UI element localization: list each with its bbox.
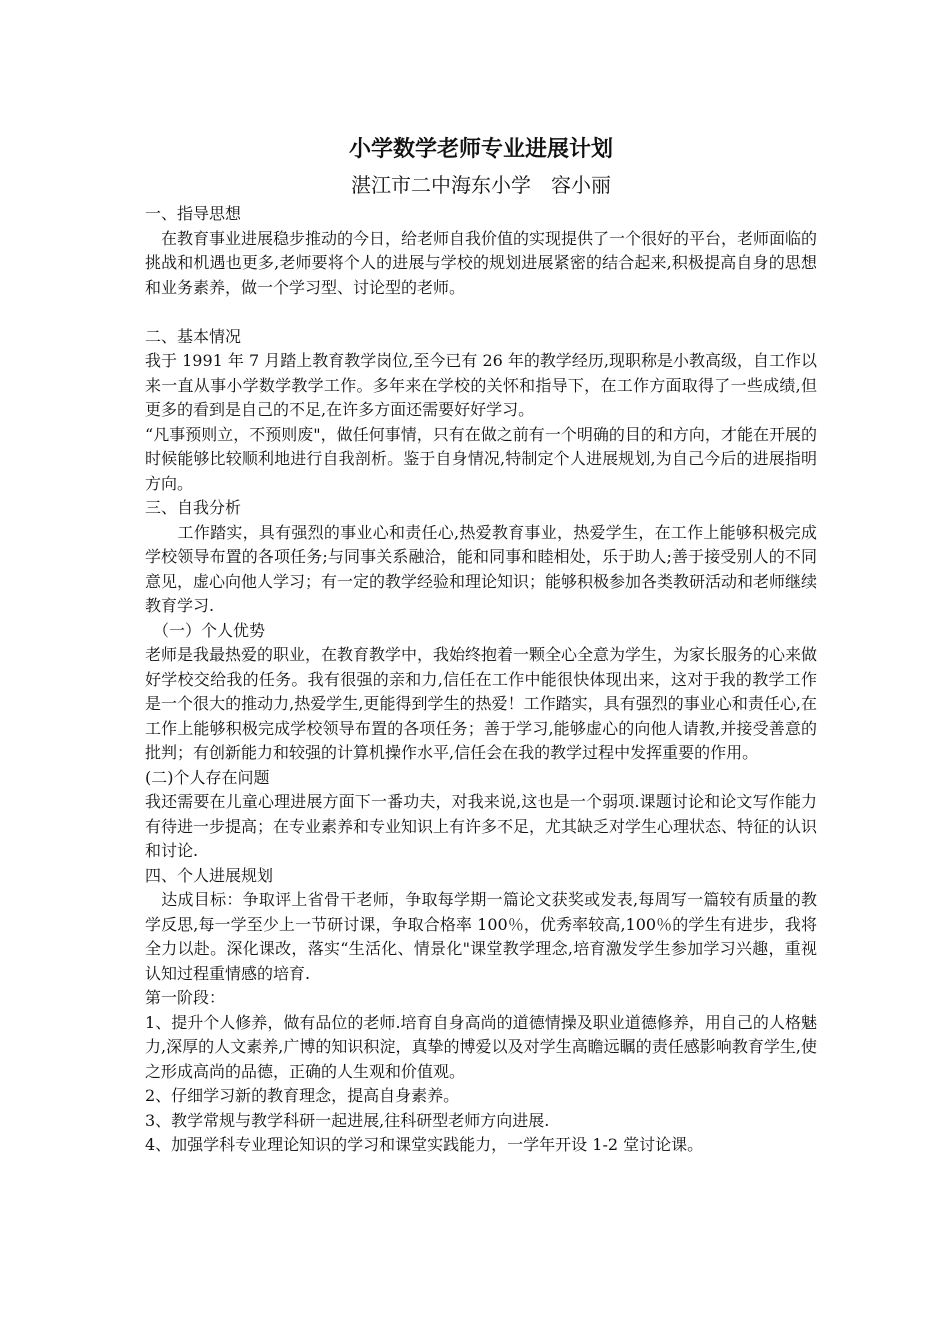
section-1-heading: 一、指导思想	[145, 204, 242, 223]
blank-line	[145, 300, 817, 325]
subsection-strengths-heading: （一）个人优势	[145, 620, 266, 640]
list-item: 3、教学常规与教学科研一起进展,往科研型老师方向进展.	[145, 1110, 550, 1130]
document-title: 小学数学老师专业进展计划	[348, 136, 613, 162]
section-2-heading: 二、基本情况	[145, 326, 242, 346]
subsection-problems-paragraph: 我还需要在儿童心理进展方面下一番功夫，对我来说,这也是一个弱项.课题讨论和论文写作能力有待进一步提高；在专业素养和专业知识上有许多不足，尤其缺乏对学生心理状态、特征的认识和讨论.	[145, 792, 818, 860]
document-subtitle: 湛江市二中海东小学 容小丽	[351, 173, 611, 197]
list-item: 1、提升个人修养，做有品位的老师.培育自身高尚的道德情操及职业道德修养，用自己的人格魅力,深厚的人文素养,广博的知识积淀，真挚的博爱以及对学生高瞻远瞩的责任感影响教育学生,使之形成高尚的品德，正确的人生观和价值观。	[145, 1012, 817, 1081]
list-item: 4、加强学科专业理论知识的学习和课堂实践能力，一学年开设 1-2 堂讨论课。	[145, 1135, 704, 1154]
stage-heading: 第一阶段：	[145, 988, 226, 1007]
section-1-paragraph: 在教育事业进展稳步推动的今日，给老师自我价值的实现提供了一个很好的平台，老师面临的挑战和机遇也更多,老师要将个人的进展与学校的规划进展紧密的结合起来,积极提高自身的思想和业务素养，做一个学习型、讨论型的老师。	[145, 228, 818, 297]
list-item: 2、仔细学习新的教育理念，提高自身素养。	[145, 1086, 460, 1105]
section-4-heading: 四、个人进展规划	[145, 865, 274, 885]
section-2-paragraph-2: “凡事预则立，不预则废"，做任何事情，只有在做之前有一个明确的目的和方向，才能在开展的时候能够比较顺利地进行自我剖析。鉴于自身情况,特制定个人进展规划,为自己今后的进展指明方向。	[145, 424, 817, 493]
subsection-problems-heading: (二)个人存在问题	[145, 767, 270, 787]
section-2-paragraph-1: 我于 1991 年 7 月踏上教育教学岗位,至今已有 26 年的教学经历,现职称是小教高级，自工作以来一直从事小学数学教学工作。多年来在学校的关怀和指导下，在工作方面取得了一些成绩,但更多的看到是自己的不足,在许多方面还需要好好学习。	[145, 351, 817, 419]
section-4-paragraph: 达成目标：争取评上省骨干老师，争取每学期一篇论文获奖或发表,每周写一篇较有质量的教学反思,每一学至少上一节研讨课，争取合格率 100％，优秀率较高,100％的学生有进步，我将全力以赴。深化课改，落实“生活化、情景化"课堂教学理念,培育激发学生参加学习兴趣，重视认知过程重情感的培育.	[145, 890, 817, 983]
section-3-paragraph: 工作踏实，具有强烈的事业心和责任心,热爱教育事业，热爱学生，在工作上能够积极完成学校领导布置的各项任务;与同事关系融洽，能和同事和睦相处，乐于助人;善于接受别人的不同意见，虚心向他人学习；有一定的教学经验和理论知识；能够积极参加各类教研活动和老师继续教育学习.	[145, 522, 818, 615]
section-3-heading: 三、自我分析	[145, 498, 242, 517]
subsection-strengths-paragraph: 老师是我最热爱的职业，在教育教学中，我始终抱着一颗全心全意为学生，为家长服务的心来做好学校交给我的任务。我有很强的亲和力,信任在工作中能很快体现出来，这对于我的教学工作是一个很大的推动力,热爱学生,更能得到学生的热爱！工作踏实，具有强烈的事业心和责任心,在工作上能够积极完成学校领导布置的各项任务；善于学习,能够虚心的向他人请教,并接受善意的批判；有创新能力和较强的计算机操作水平,信任会在我的教学过程中发挥重要的作用。	[145, 645, 818, 762]
